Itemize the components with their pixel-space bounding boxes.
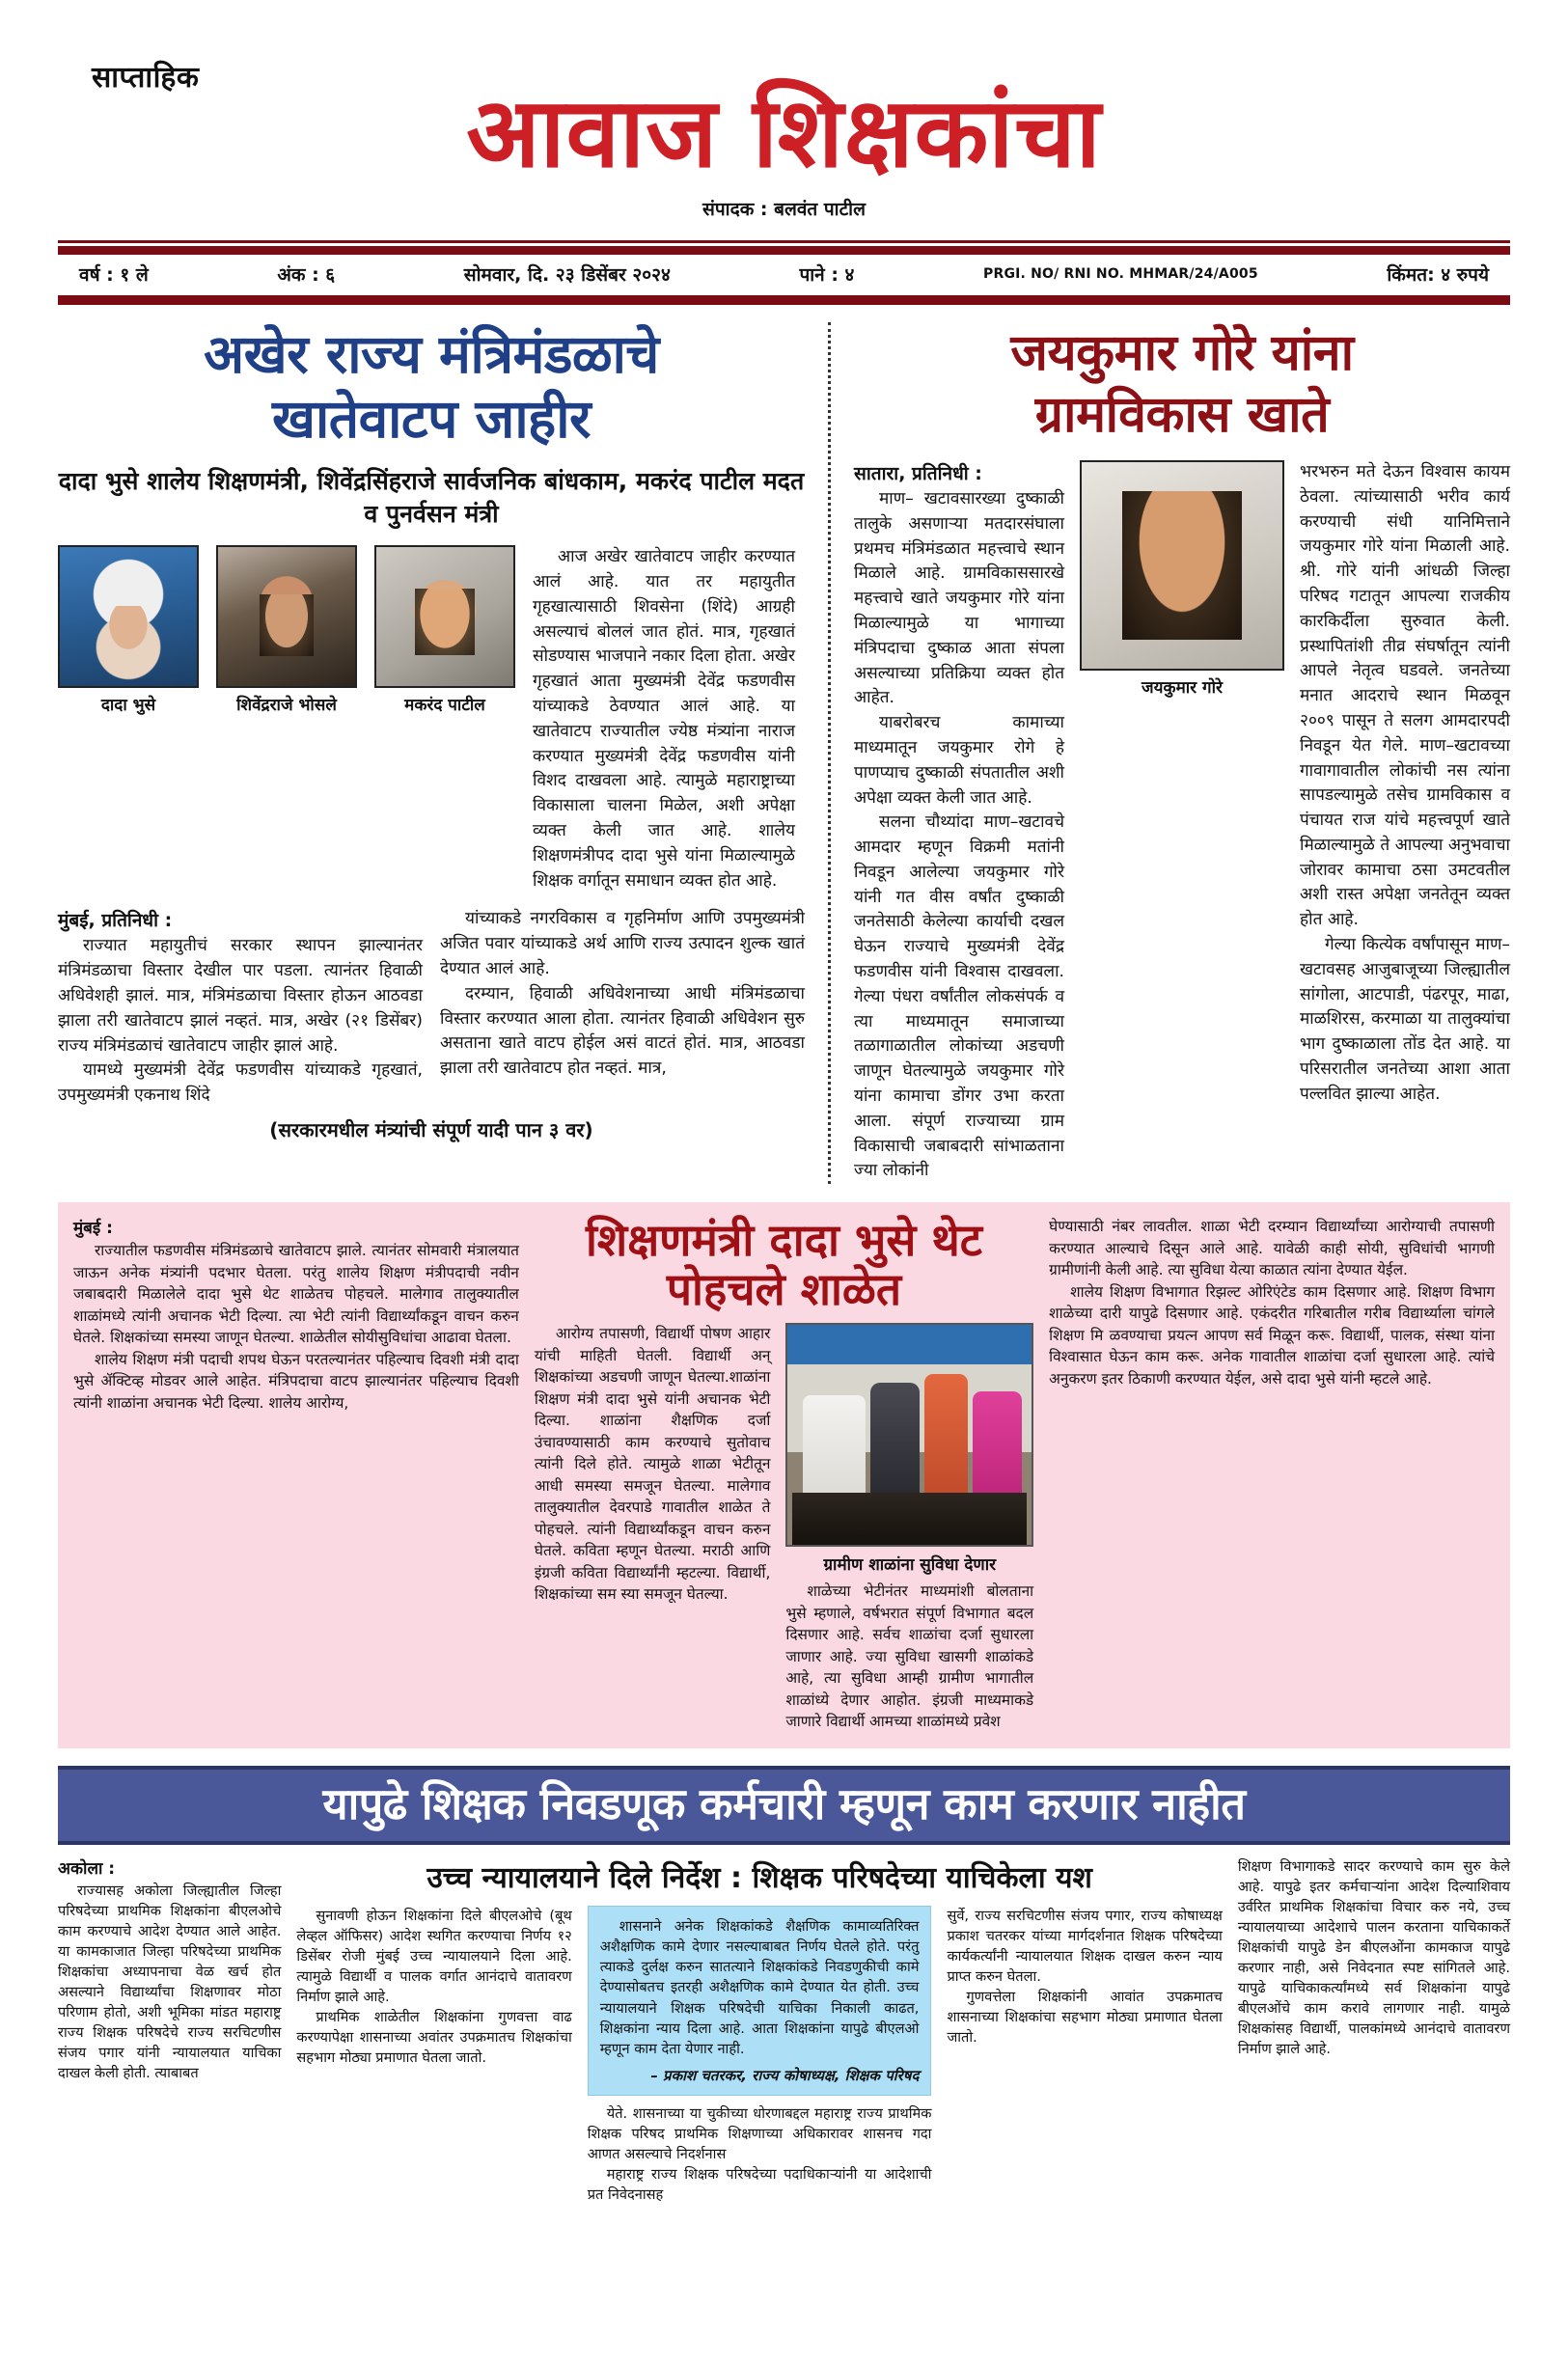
bottom-inner-columns <box>296 1906 1222 2205</box>
bhuse-col1-para2: शालेय शिक्षण मंत्री पदाची शपथ घेऊन परतल्यानंतर पहिल्याच दिवशी मंत्री दादा भुसे ॲक्टिव्ह मोडवर आले आहेत. मंत्रिपदाचा वाटप झाल्यानंतर पहिल्याच दिवशी त्यांनी शाळांना अचानक भेटी दिल्या. शालेय आरोग्य, <box>73 1350 519 1412</box>
info-bar-row <box>58 255 1510 291</box>
bhuse-col3-para1: शाळेच्या भेटीनंतर माध्यमांशी बोलताना भुसे म्हणाले, वर्षभरात संपूर्ण विभागात बदल दिसणार आहे. सर्वच शाळांचा दर्जा सुधारला जाणार आहे. ज्या सुविधा खासगी शाळांकडे आहे, त्या सुविधा आम्ही ग्रामीण भागातील शाळांध्ये देणार आहोत. इंग्रजी माध्यमाकडे जाणारे विद्यार्थी आमच्या शाळांमध्ये प्रवेश <box>785 1582 1034 1731</box>
gore-photo-caption: जयकुमार गोरे <box>1142 677 1223 698</box>
bhuse-column-2 <box>535 1323 771 1732</box>
blue-banner-text: यापुढे शिक्षक निवडणूक कर्मचारी म्हणून काम करणार नाहीत <box>322 1777 1246 1829</box>
gore-col2-para2: गेल्या कित्येक वर्षांपासून माण–खटावसह आजुबाजूच्या जिल्ह्यातील सांगोला, आटपाडी, पंढरपूर, माढा, माळशिरस, करमाळा या तालुक्यांचा भाग दुष्काळाला तोंड देत आहे. या परिसरातील जनतेच्या आशा आता पल्लवित झाल्या आहेत. <box>1300 935 1510 1104</box>
masthead-kicker: साप्ताहिक <box>92 61 200 95</box>
bhuse-photo-column <box>785 1323 1033 1732</box>
bottom-col1-para1: राज्यासह अकोला जिल्ह्यातील जिल्हा परिषदेच्या प्राथमिक शिक्षकांना बीएलओचे काम करण्याचे आदेश देण्यात आले आहेत. या कामकाजात जिल्हा परिषदेच्या प्राथमिक शिक्षकांचा अध्यापनाचा वेळ खर्च होत असल्याने विद्यार्थ्यांचा शिक्षणावर मोठा परिणाम होतो, अशी भूमिका मांडत महाराष्ट्र राज्य शिक्षक परिषदेचे राज्य सरचिटणीस संजय पगार यांनी न्यायालयात याचिका दाखल केली होती. त्याबाबत <box>58 1882 282 2081</box>
lead-column-2 <box>440 907 805 1109</box>
lead-photo-caption-3: मकरंद पाटील <box>404 696 485 716</box>
bhuse-column-1 <box>73 1216 519 1733</box>
gore-headline-line1: जयकुमार गोरे यांना <box>1010 324 1354 382</box>
bhuse-col4-para2: शालेय शिक्षण विभागात रिझल्ट ओरिएंटेड काम दिसणार आहे. शिक्षण विभाग शाळेच्या दारी यापुढे दिसणार आहे. एकंदरीत गरिबातील गरीब विद्यार्थ्याला चांगले शिक्षण मि ळवण्याचा प्रयत्न आपण सर्व मिळून करू. विद्यार्थी, पालक, संस्था यांना विश्वासात घेऊन काम करू. अनेक गावातील शाळांचा दर्जा सुधारला आहे. त्यांचे अनुकरण इतर ठिकाणी करण्यात येईल, असे दादा भुसे यांनी म्हटले आहे. <box>1049 1282 1495 1388</box>
bhuse-photo-caption: ग्रामीण शाळांना सुविधा देणार <box>823 1555 997 1576</box>
gore-col2-para1: भरभरुन मते देऊन विश्वास कायम ठेवला. त्यांच्यासाठी भरीव कार्य करण्याची संधी यानिमित्ताने जयकुमार गोरे यांना मिळाली आहे. श्री. गोरे यांनी आंधळी जिल्हा परिषद गटातून आपल्या राजकीय कारकिर्दीला सुरुवात केली. प्रस्थापितांशी तीव्र संघर्षातून त्यांनी आपले नेतृत्व घडवले. जनतेच्या मनात आदराचे स्थान मिळवून २००९ पासून ते सलग आमदारपदी निवडून येत गेले. माण–खटावच्या गावागावातील लोकांची नस त्यांना सापडल्यामुळे तसेच ग्रामविकास व पंचायत राज यांचे महत्त्वपूर्ण खाते मिळाल्यामुळे ते आपल्या अनुभवाचा जोरावर कामाचा ठसा उमटवतील अशी रास्त अपेक्षा जनतेतून व्यक्त होत आहे. <box>1300 461 1510 930</box>
bottom-column-2 <box>296 1906 571 2205</box>
lead-photo-1 <box>58 545 199 893</box>
lead-headline-line1: अखेर राज्य मंत्रिमंडळाचे <box>204 323 659 385</box>
gore-headline-line2: ग्रामविकास खाते <box>1034 386 1330 445</box>
top-stories <box>58 322 1510 1184</box>
lead-col2-para2: दरम्यान, हिवाळी अधिवेशनाच्या आधी मंत्रिमंडळाचा विस्तार करण्यात आला होता. त्यानंतर हिवाळी अधिवेशन सुरु असताना खाते वाटप होईल असं वाटतं होतं. मात्र, आठवडा झाला तरी खातेवाटप होत नव्हतं. मात्र, <box>440 983 805 1079</box>
issue-date: सोमवार, दि. २३ डिसेंबर २०२४ <box>463 264 671 286</box>
gore-story <box>839 322 1510 1184</box>
info-bar <box>58 240 1510 305</box>
lead-body-col3-top <box>533 545 795 893</box>
bottom-column-1 <box>58 1856 281 2205</box>
masthead-editor: संपादक : बलवंत पाटील <box>702 199 866 220</box>
issue-year: वर्ष : १ ले <box>79 264 149 286</box>
lead-column-1 <box>58 907 423 1109</box>
blue-banner <box>58 1766 1510 1845</box>
gore-photo-column <box>1080 460 1284 1184</box>
bhuse-col4-para1: घेण्यासाठी नंबर लावतील. शाळा भेटी दरम्यान विद्यार्थ्यांच्या आरोग्याची तपासणी करण्यात आल्याचे दिसून आले आहे. यावेळी काही सोयी, सुविधांची भागणी ग्रामीणांनी केली आहे. त्या सुविधा येत्या काळात त्यांना देण्यात येईल. <box>1049 1218 1495 1279</box>
bhuse-col1-para1: राज्यातील फडणवीस मंत्रिमंडळाचे खातेवाटप झाले. त्यानंतर सोमवारी मंत्रालयात जाऊन अनेक मंत्र्यांनी पदभार घेतला. परंतु शालेय शिक्षण मंत्रीपदाची नवीन जबाबदारी मिळालेले दादा भुसे थेट शाळेतच पोहचले. मालेगाव तालुक्यातील शाळांमध्ये त्यांनी अचानक भेटी दिल्या. त्या भेटी त्यांनी विद्यार्थ्यांकडून वाचन करुन घेतले. शिक्षकांच्या समस्या जाणून घेतल्या. शाळेतील सोयीसुविधांचा आढावा घेतला. <box>73 1242 519 1347</box>
bottom-column-5 <box>1238 1856 1510 2205</box>
quote-attribution: – प्रकाश चतरकर, राज्य कोषाध्यक्ष, शिक्षक परिषद <box>650 2066 920 2084</box>
lead-col1-para2: यामध्ये मुख्यमंत्री देवेंद्र फडणवीस यांच्याकडे गृहखातं, उपमुख्यमंत्री एकनाथ शिंदे <box>58 1060 423 1106</box>
school-visit-photo <box>785 1323 1033 1547</box>
bottom-col4-para1: सुर्वे, राज्य सरचिटणीस संजय पगार, राज्य कोषाध्यक्ष प्रकाश चतरकर यांच्या मार्गदर्शनात शिक्षक परिषदेच्या कार्यकर्त्यांनी न्यायालयात शिक्षक दाखल करुन न्याय प्राप्त करुन घेतला. <box>947 1907 1223 1985</box>
gore-dateline: सातारा, प्रतिनिधी : <box>854 462 982 484</box>
gore-col1-para1: माण– खटावसारख्या दुष्काळी तालुके असणाऱ्या मतदारसंघाला प्रथमच मंत्रिमंडळात महत्त्वाचे स्थान मिळाले आहे. ग्रामविकाससारखे महत्त्वाचे खाते जयकुमार गोरे यांना मिळाल्यामुळे या भागाच्या मंत्रिपदाचा दुष्काळ आता संपला असल्याच्या प्रतिक्रिया व्यक्त होत आहेत. <box>854 488 1064 708</box>
bottom-column-4 <box>947 1906 1222 2205</box>
portrait-photo <box>374 545 515 688</box>
lead-subheadline: दादा भुसे शालेय शिक्षणमंत्री, शिवेंद्रसिंहराजे सार्वजनिक बांधकाम, मकरंद पाटील मदत व पुनर्वसन मंत्री <box>58 467 805 528</box>
bottom-dateline: अकोला : <box>58 1858 116 1879</box>
gore-column-1 <box>854 460 1064 1184</box>
lead-body-columns <box>58 907 805 1109</box>
gore-body <box>854 460 1510 1184</box>
bottom-headline: उच्च न्यायालयाने दिले निर्देश : शिक्षक परिषदेच्या याचिकेला यश <box>426 1860 1092 1895</box>
lead-jumpline: (सरकारमधील मंत्र्यांची संपूर्ण यादी पान ३ वर) <box>269 1117 593 1141</box>
page-count: पाने : ४ <box>799 264 855 286</box>
lead-photo-caption-1: दादा भुसे <box>100 696 156 716</box>
bottom-columns <box>58 1856 1510 2205</box>
bottom-main-column <box>296 1856 1222 2205</box>
bottom-col2-para1: सुनावणी होऊन शिक्षकांना दिले बीएलओचे (बूथ लेव्हल ऑफिसर) आदेश स्थगित करण्याचा निर्णय १२ डिसेंबर रोजी मुंबई उच्च न्यायालयाने दिला आहे. त्यामुळे विद्यार्थी व पालक वर्गात आनंदाचे वातावरण निर्माण झाले आहे. <box>296 1907 572 2005</box>
lead-headline-line2: खातेवाटप जाहीर <box>271 388 591 451</box>
bhuse-column-4 <box>1049 1216 1495 1733</box>
bottom-col3-para2: महाराष्ट्र राज्य शिक्षक परिषदेच्या पदाधिकाऱ्यांनी या आदेशाची प्रत निवेदनासह <box>587 2165 932 2203</box>
lead-col2-para1: यांच्याकडे नगरविकास व गृहनिर्माण आणि उपमुख्यमंत्री अजित पवार यांच्याकडे अर्थ आणि राज्य उत्पादन शुल्क खातं देण्यात आलं आहे. <box>440 909 805 978</box>
rni-number: PRGI. NO/ RNI NO. MHMAR/24/A005 <box>983 266 1258 282</box>
bottom-col3-para1: येते. शासनाच्या या चुकीच्या धोरणाबद्दल महाराष्ट्र राज्य प्राथमिक शिक्षक परिषद प्राथमिक शिक्षणाच्या अधिकारावर शासनच गदा आणत असल्याचे निदर्शनास <box>587 2104 932 2162</box>
bhuse-headline: शिक्षणमंत्री दादा भुसे थेट पोहचले शाळेत <box>586 1214 982 1315</box>
column-divider <box>828 322 831 1184</box>
bottom-col5-para1: शिक्षण विभागाकडे सादर करण्याचे काम सुरु केले आहे. यापुढे इतर कर्मचाऱ्यांना आदेश दिल्याशिवाय उर्वरित प्राथमिक शिक्षकांचा विचार करु नये, उच्च न्यायालयाच्या आदेशाचे पालन करताना याचिकाकर्ते शिक्षकांची यापुढे डेन बीएलओंना कामकाज यापुढे करणार नाही, असे निवेदनात स्पष्ट सांगितले आहे. यापुढे याचिकाकर्त्यांमध्ये सर्व शिक्षकांना यापुढे बीएलओंचे काम करावे लागणार नाही. यामुळे शिक्षकांसह विद्यार्थी, पालकांमध्ये आनंदाचे वातावरण निर्माण झाले आहे. <box>1237 1857 1510 2057</box>
bhuse-column-2-wrapper <box>535 1216 1033 1733</box>
lead-col3-para1: आज अखेर खातेवाटप जाहीर करण्यात आलं आहे. यात तर महायुतीत गृहखात्यासाठी शिवसेना (शिंदे) आग्रही असल्याचं बोललं जात होतं. मात्र, गृहखातं सोडण्यास भाजपाने नकार दिला होता. अखेर गृहखातं आता मुख्यमंत्री देवेंद्र फडणवीस यांच्याकडे ठेवण्यात आलं आहे. या खातेवाटप राज्यातील ज्येष्ठ मंत्र्यांना नाराज करण्यात मुख्यमंत्री देवेंद्र फडणवीस यांनी विशद दाखवला आहे. त्यामुळे महाराष्ट्राच्या विकासाला चालना मिळेल, अशी अपेक्षा व्यक्त केली जात आहे. शालेय शिक्षणमंत्रीपद दादा भुसे यांना मिळाल्यामुळे शिक्षक वर्गातून समाधान व्यक्त होत आहे. <box>533 547 795 891</box>
issue-price: किंमत: ४ रुपये <box>1387 264 1489 286</box>
masthead-title: आवाज शिक्षकांचा <box>466 76 1102 189</box>
lead-dateline: मुंबई, प्रतिनिधी : <box>58 910 173 932</box>
rule-top-thin <box>58 240 1510 243</box>
bhuse-story-section <box>58 1199 1510 1748</box>
issue-number: अंक : ६ <box>277 264 336 286</box>
rule-bottom-thick <box>58 295 1510 305</box>
bottom-story-section <box>58 1856 1510 2205</box>
portrait-photo <box>58 545 199 688</box>
bhuse-dateline: मुंबई : <box>73 1219 113 1239</box>
bottom-quote-column <box>588 1906 932 2205</box>
lead-story <box>58 322 820 1184</box>
lead-photo-caption-2: शिवेंद्रराजे भोसले <box>236 696 337 716</box>
masthead <box>58 0 1510 221</box>
gore-col1-para2: याबरोबरच कामाच्या माध्यमातून जयकुमार रोगे हे पाणप्याच दुष्काळी संपतातील अशी अपेक्षा व्यक्त केली जात आहे. <box>854 713 1064 808</box>
lead-col1-para1: राज्यात महायुतीचं सरकार स्थापन झाल्यानंतर मंत्रिमंडळाचा विस्तार देखील पार पडला. त्यानंतर हिवाळी अधिवेशही झालं. मात्र, मंत्रिमंडळाचा विस्तार होऊन आठवडा झाला तरी खातेवाटप झालं नव्हतं. मात्र, अखेर (२१ डिसेंबर) राज्य मंत्रिमंडळाचं खातेवाटप जाहीर झालं आहे. <box>58 936 423 1056</box>
portrait-photo <box>216 545 357 688</box>
gore-col1-para3: सलना चौथ्यांदा माण–खटावचे आमदार म्हणून विक्रमी मतांनी निवडून आलेल्या जयकुमार गोरे यांनी गत वीस वर्षांत दुष्काळी जनतेसाठी केलेल्या कार्याची दखल घेऊन राज्याचे मुख्यमंत्री देवेंद्र फडणवीस यांनी विश्वास दाखवला. गेल्या पंधरा वर्षांतील लोकसंपर्क व त्या माध्यमातून समाजाच्या तळागाळातील लोकांच्या अडचणी जाणून घेतल्यामुळे जयकुमार गोरे यांना कामाचा डोंगर उभा करता आला. संपूर्ण राज्याच्या ग्राम विकासाची जबाबदारी सांभाळताना ज्या लोकांनी <box>854 812 1064 1181</box>
bottom-col2-para2: प्राथमिक शाळेतील शिक्षकांना गुणवत्ता वाढ करण्यापेक्षा शासनाच्या अवांतर उपक्रमातच शिक्षकांचा सहभाग मोठ्या प्रमाणात घेतला जातो. <box>296 2008 572 2066</box>
lead-photo-row <box>58 545 805 893</box>
rule-top-thick <box>58 246 1510 255</box>
quote-box <box>588 1906 932 2096</box>
bhuse-columns <box>73 1216 1495 1733</box>
bhuse-col2-para1: आरोग्य तपासणी, विद्यार्थी पोषण आहार यांची माहिती घेतली. विद्यार्थी अन् शिक्षकांच्या अडचणी जाणून घेतल्या.शाळांना शिक्षण मंत्री दादा भुसे यांनी अचानक भेटी दिल्या. शाळांना शैक्षणिक दर्जा उंचावण्यासाठी काम करण्याचे सुतोवाच त्यांनी दिले होते. त्यामुळे शाळा भेटीतून आधी समस्या समजून घेतल्या. मालेगाव तालुक्यातील देवरपाडे गावातील शाळेत ते पोहचले. त्यांनी विद्यार्थ्यांकडून वाचन करुन घेतले. कविता म्हणून घेतल्या. मराठी आणि इंग्रजी कविता विद्यार्थ्यांनी म्हटल्या. विद्यार्थी, शिक्षकांच्या सम स्या समजून घेतल्या. <box>534 1325 771 1604</box>
bottom-col4-para2: गुणवत्तेला शिक्षकांनी आवांत उपक्रमातच शासनाच्या शिक्षकांचा सहभाग मोठ्या प्रमाणात घेतला जातो. <box>947 1988 1223 2046</box>
quote-text: शासनाने अनेक शिक्षकांकडे शैक्षणिक कामाव्यतिरिक्त अशैक्षणिक कामे देणार नसल्याबाबत निर्णय घेतले होते. परंतु त्याकडे दुर्लक्ष करुन सातत्याने शिक्षकांकडे निवडणुकीची कामे देण्यासोबतच इतरही अशैक्षणिक कामे देण्यात येत होती. उच्च न्यायालयाने शिक्षक परिषदेची याचिका निकाली काढत, शिक्षकांना न्याय दिला आहे. आता शिक्षकांना यापुढे बीएलओ म्हणून काम देता येणार नाही. <box>599 1917 920 2058</box>
lead-photo-3 <box>374 545 515 893</box>
lead-photo-2 <box>216 545 357 893</box>
gore-column-2 <box>1300 460 1510 1184</box>
gore-portrait-photo <box>1080 460 1284 671</box>
